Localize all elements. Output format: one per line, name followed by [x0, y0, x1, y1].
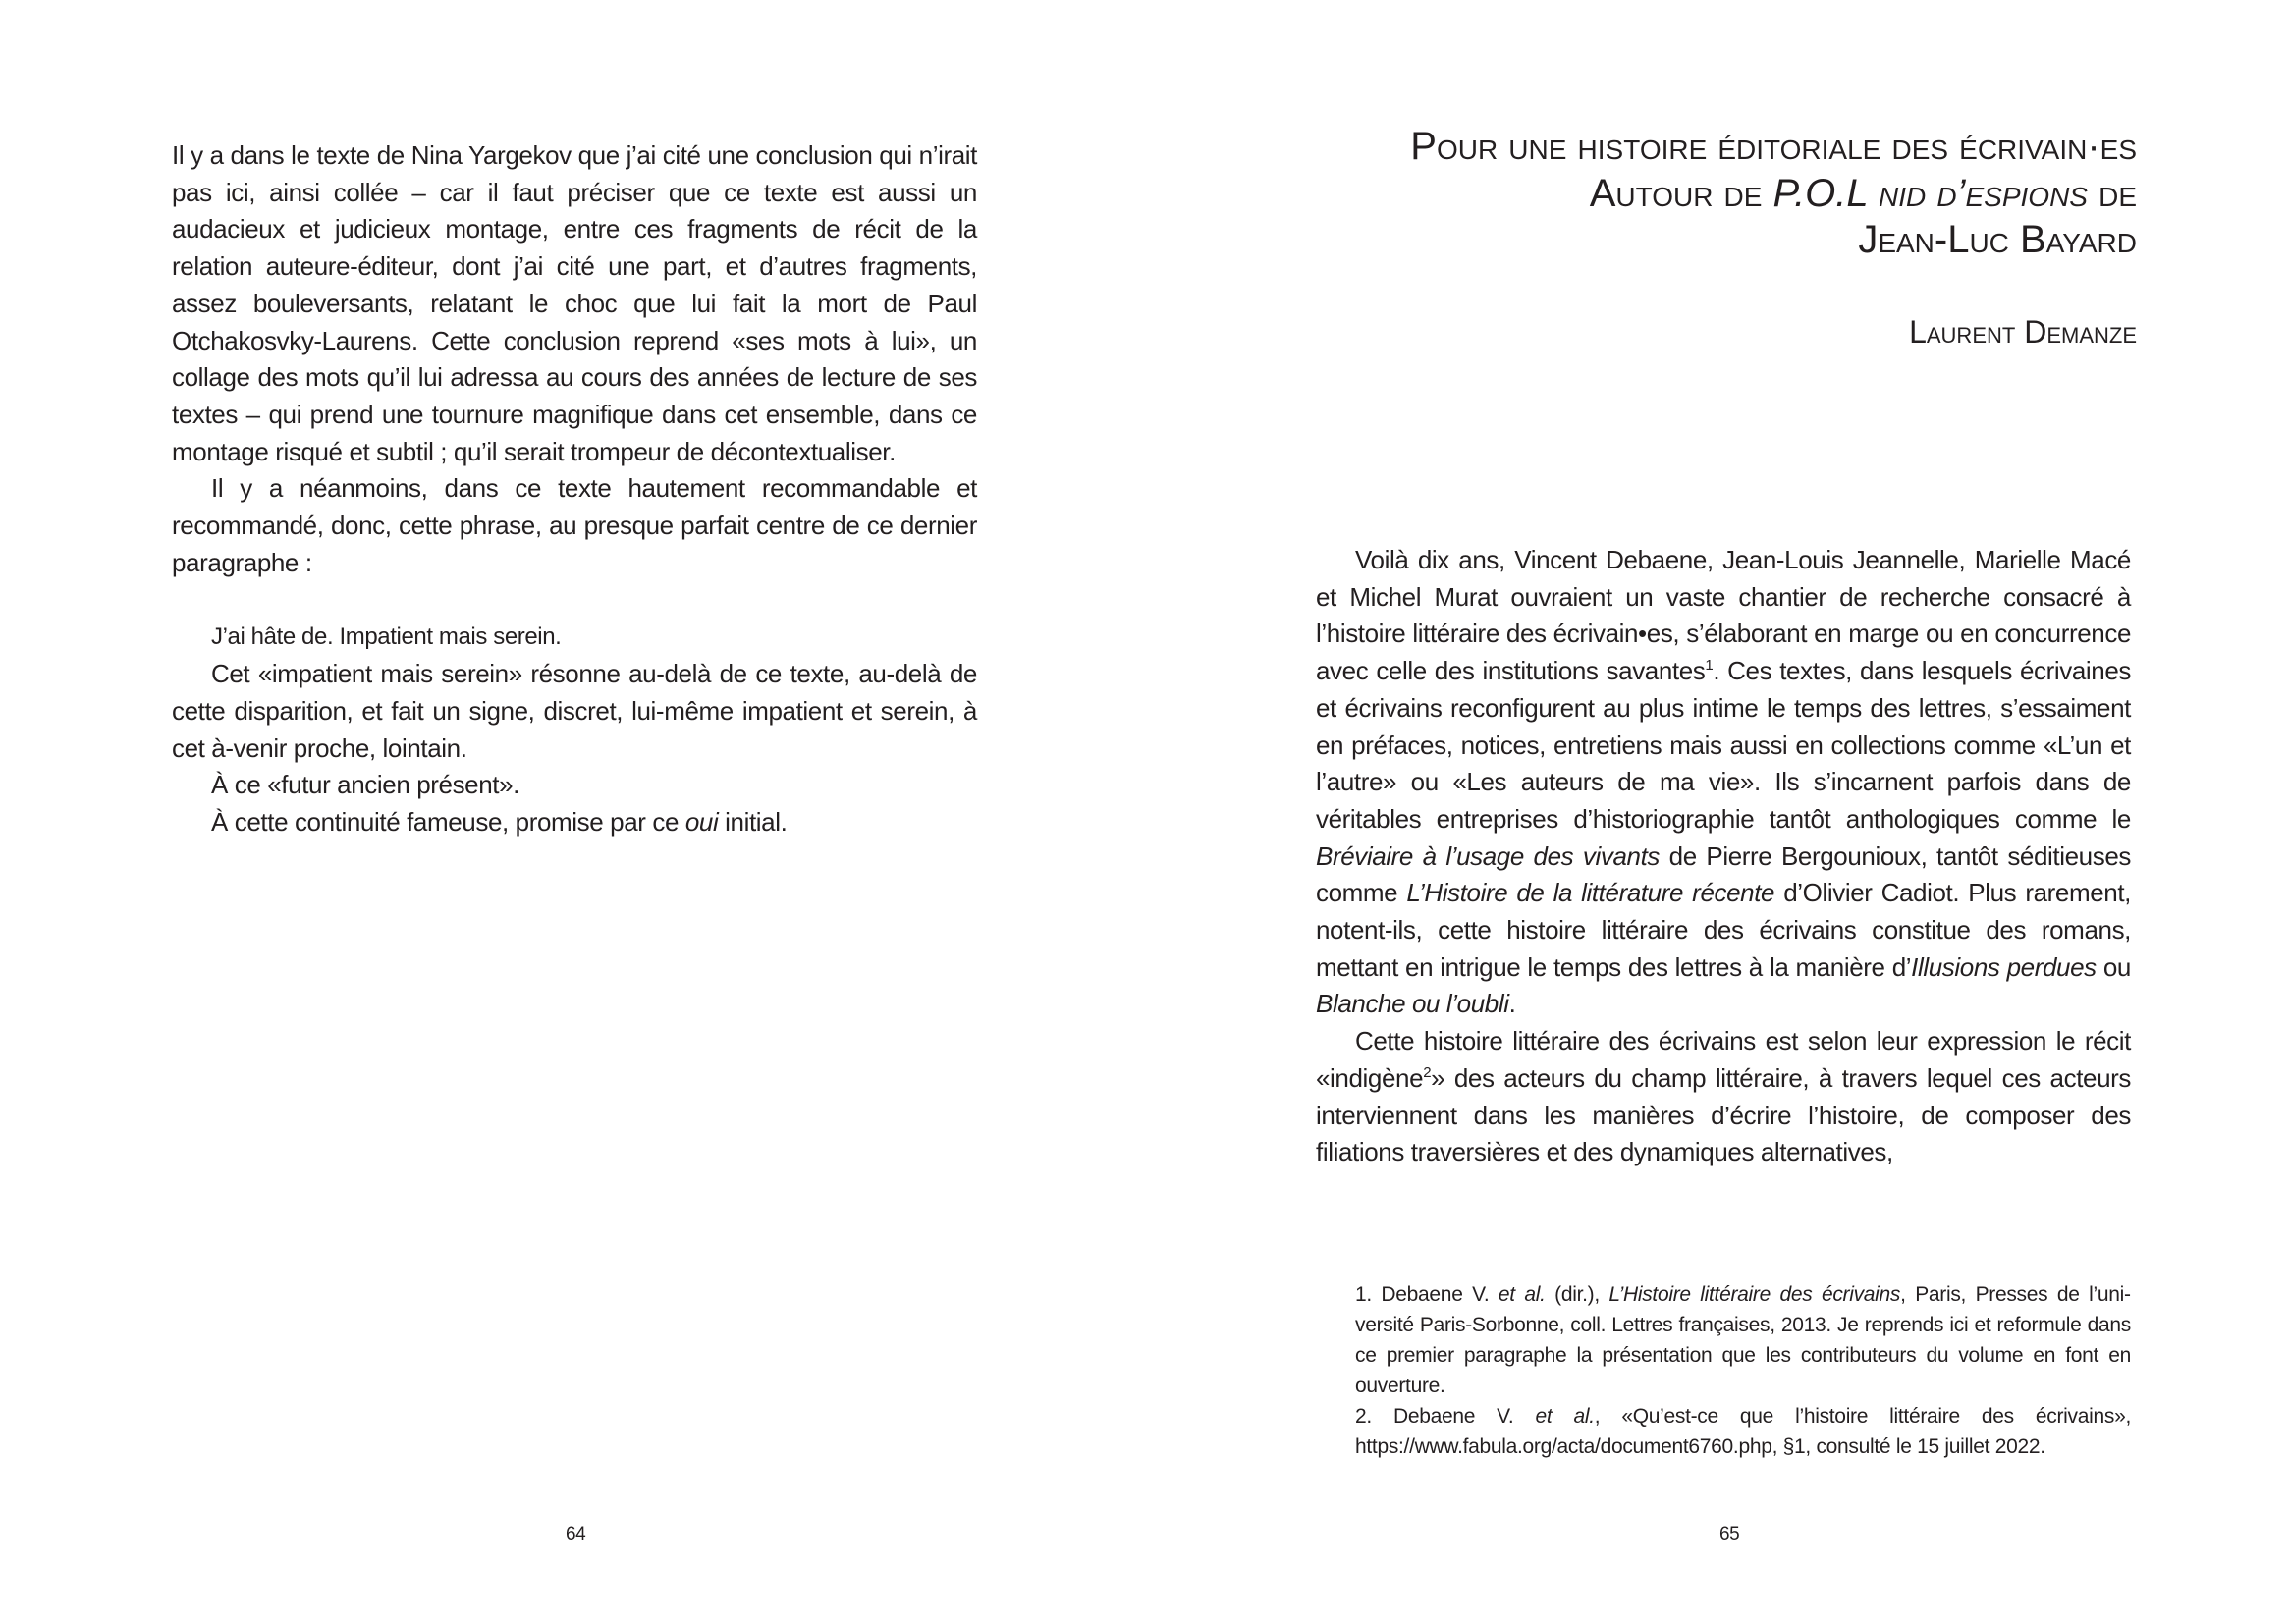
text-run: (dir.), [1545, 1283, 1609, 1306]
text-run: initial. [718, 806, 788, 837]
text-run: ou [2096, 951, 2131, 982]
text-run: À cette continuité fameuse, promise par ce [211, 806, 685, 837]
title-line-3: Jean-Luc Bayard [1858, 218, 2137, 261]
footnote-1 [1355, 1279, 2131, 1401]
title-italic-book: P.O.L nid d’espions [1772, 171, 2088, 215]
block-quote [172, 619, 977, 656]
text-run: d’Olivier Cadiot. Plus rarement, notent-ils, cette histoire littéraire des écrivains constitue des romans, mettant en intrigue le temps des lettres à la manière d’ [1316, 878, 2132, 982]
text-run: , Paris, Presses de l’université Paris-Sorbonne, coll. Lettres françaises, 2013. Je reprends ici et reformule dans ce premier paragraphe la présentation que les contributeurs du volume en font en ouverture. [1355, 1283, 2131, 1397]
text-run: 2. Debaene V. [1355, 1405, 1536, 1428]
text-run: . Ces textes, dans lesquels écrivaines et écrivains reconfigurent au plus intime le temps des lettres, s’essaiment en préfaces, notices, entretiens mais aussi en collections comme «L’un et l’autre» ou «Les auteurs de ma vie». Ils s’incarnent parfois dans de véritables entreprises d’historiographie tantôt anthologiques comme le [1316, 656, 2132, 834]
footnote-link-text[interactable]: , «Qu’est-ce que l’histoire littéraire des écrivains», https://www.fabula.org/acta/document6760.php, §1, consulté le 15 juillet 2022. [1355, 1405, 2131, 1458]
text-run: Cette histoire littéraire des écrivains est selon leur expression le récit «indigène [1316, 1026, 2131, 1093]
paragraph: Il y a néanmoins, dans ce texte hautement recommandable et recommandé, donc, cette phrase, au presque parfait centre de ce dernier paragraphe : [172, 473, 977, 577]
title-text: de [2087, 171, 2137, 215]
text-run: Voilà dix ans, Vincent Debaene, Jean-Louis Jeannelle, Marielle Macé et Michel Murat ouvraient un vaste chantier de recherche consacré à l’histoire littéraire des écrivain•es, s’élaborant en marge ou en concurrence avec celle des institutions savantes [1316, 545, 2131, 686]
book-title: L’Histoire de la littérature récente [1406, 878, 1775, 908]
left-page-body [172, 137, 977, 841]
paragraph [1316, 1023, 2131, 1171]
title-line-1: Pour une histoire éditoriale des écrivain·es [1410, 125, 2137, 168]
chapter-title [1184, 124, 2137, 264]
text-run: de Pierre Bergounioux, tantôt séditieuses comme [1316, 840, 2131, 908]
book-title: Illusions perdues [1911, 951, 2097, 982]
book-title: L’Histoire littéraire des écrivains [1608, 1283, 1901, 1306]
paragraph [1316, 542, 2131, 1023]
quote-text: J’ai hâte de. Impatient mais serein. [211, 623, 562, 651]
page-number-right: 65 [1719, 1524, 1740, 1544]
title-line-2 [1184, 171, 2137, 218]
footnotes [1355, 1279, 2131, 1462]
paragraph [172, 804, 977, 841]
italic-text: et al. [1498, 1283, 1546, 1306]
text-run: 1. Debaene V. [1355, 1283, 1499, 1306]
right-page [1145, 0, 2289, 1624]
book-title: Blanche ou l’oubli [1316, 989, 1509, 1019]
footnote-ref-2[interactable]: 2 [1423, 1063, 1432, 1081]
text-run: » des acteurs du champ littéraire, à travers lequel ces acteurs interviennent dans les manières d’écrire l’histoire, de composer des filiations traversières et des dynamiques alternatives, [1316, 1062, 2131, 1167]
page-number-left: 64 [566, 1524, 586, 1544]
footnote-ref-1[interactable]: 1 [1705, 657, 1714, 675]
italic-text: et al. [1535, 1405, 1595, 1428]
paragraph: À ce «futur ancien présent». [211, 770, 520, 800]
left-page [0, 0, 1144, 1624]
right-page-body [1316, 542, 2131, 1171]
paragraph: Il y a dans le texte de Nina Yargekov que j’ai cité une conclusion qui n’irait pas ici, ainsi collée – car il faut préciser que ce texte est aussi un audacieux et judicieux montage, entre ces fragments de récit de la relation auteure-éditeur, dont j’ai cité une part, et d’autres fragments, assez bouleversants, relatant le choc que lui fait la mort de Paul Otchakosvky-Laurens. Cette conclusion reprend «ses mots à lui», un collage des mots qu’il lui adressa au cours des années de lecture de ses textes – qui prend une tournure magnifique dans cet ensemble, dans ce montage risqué et subtil ; qu’il serait trompeur de décontextualiser. [172, 140, 977, 466]
footnote-2 [1355, 1401, 2131, 1462]
title-text: Autour de [1589, 171, 1773, 215]
author-name: Laurent Demanze [1909, 314, 2137, 350]
book-title: Bréviaire à l’usage des vivants [1316, 840, 1661, 871]
text-run: . [1508, 989, 1516, 1019]
paragraph: Cet «impatient mais serein» résonne au-delà de ce texte, au-delà de cette disparition, et fait un signe, discret, lui-même impatient et serein, à cet à-venir proche, lointain. [172, 659, 977, 763]
italic-word: oui [684, 806, 719, 837]
